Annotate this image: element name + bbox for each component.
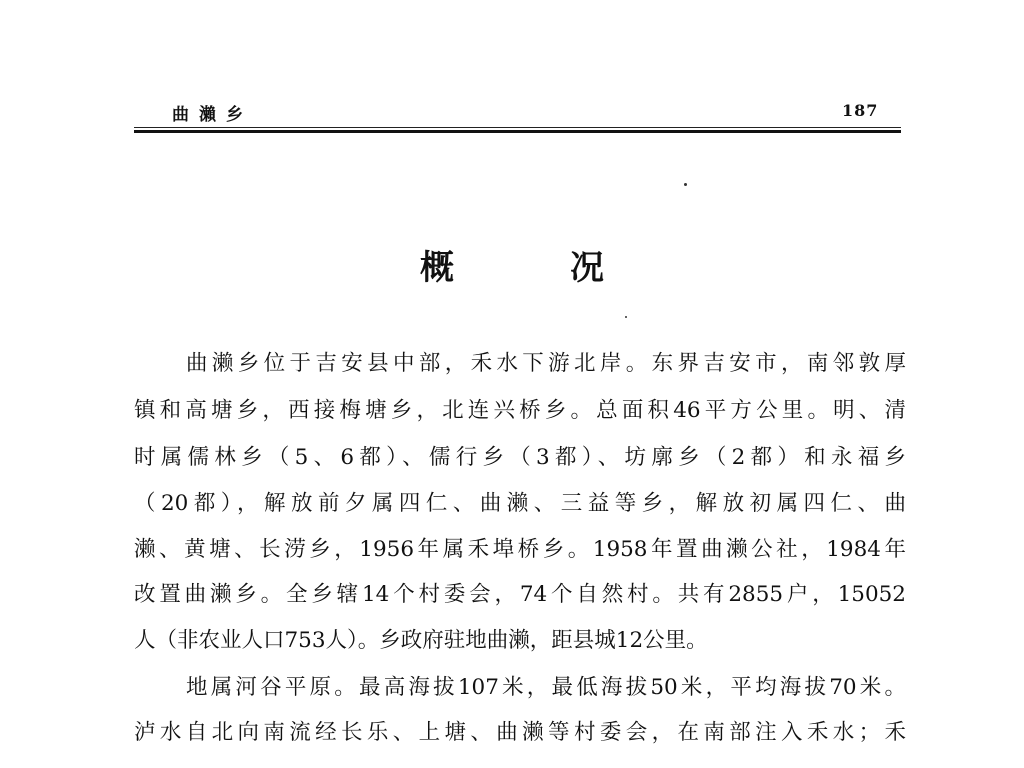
body-line: 地属河谷平原。最高海拔107米，最低海拔50米，平均海拔70米。: [186, 675, 906, 700]
body-line: （20都），解放前夕属四仁、曲濑、三益等乡，解放初属四仁、曲: [134, 491, 906, 516]
print-speck: [625, 316, 627, 318]
body-line: 镇和高塘乡，西接梅塘乡，北连兴桥乡。总面积46平方公里。明、清: [134, 398, 906, 423]
section-heading-second-char: 况: [570, 248, 604, 288]
body-line: 濑、黄塘、长涝乡，1956年属禾埠桥乡。1958年置曲濑公社，1984年: [134, 537, 906, 562]
body-line: 改置曲濑乡。全乡辖14个村委会，74个自然村。共有2855户，15052: [134, 582, 906, 607]
body-line: 泸水自北向南流经长乐、上塘、曲濑等村委会，在南部注入禾水；禾: [134, 720, 906, 745]
section-heading: [420, 240, 604, 289]
page-number: 187: [842, 101, 879, 120]
body-line: 时属儒林乡（5、6都）、儒行乡（3都）、坊廓乡（2都）和永福乡: [134, 445, 906, 470]
section-heading-first-char: 概: [420, 248, 454, 288]
header-rule-thick: [134, 130, 901, 133]
running-header-title: 曲瀨乡: [172, 105, 253, 125]
print-speck: [684, 183, 687, 186]
body-line: 曲濑乡位于吉安县中部，禾水下游北岸。东界吉安市，南邻敦厚: [186, 351, 906, 376]
header-rule-thin: [134, 127, 901, 128]
body-line: 人（非农业人口753人）。乡政府驻地曲濑，距县城12公里。: [134, 628, 708, 653]
